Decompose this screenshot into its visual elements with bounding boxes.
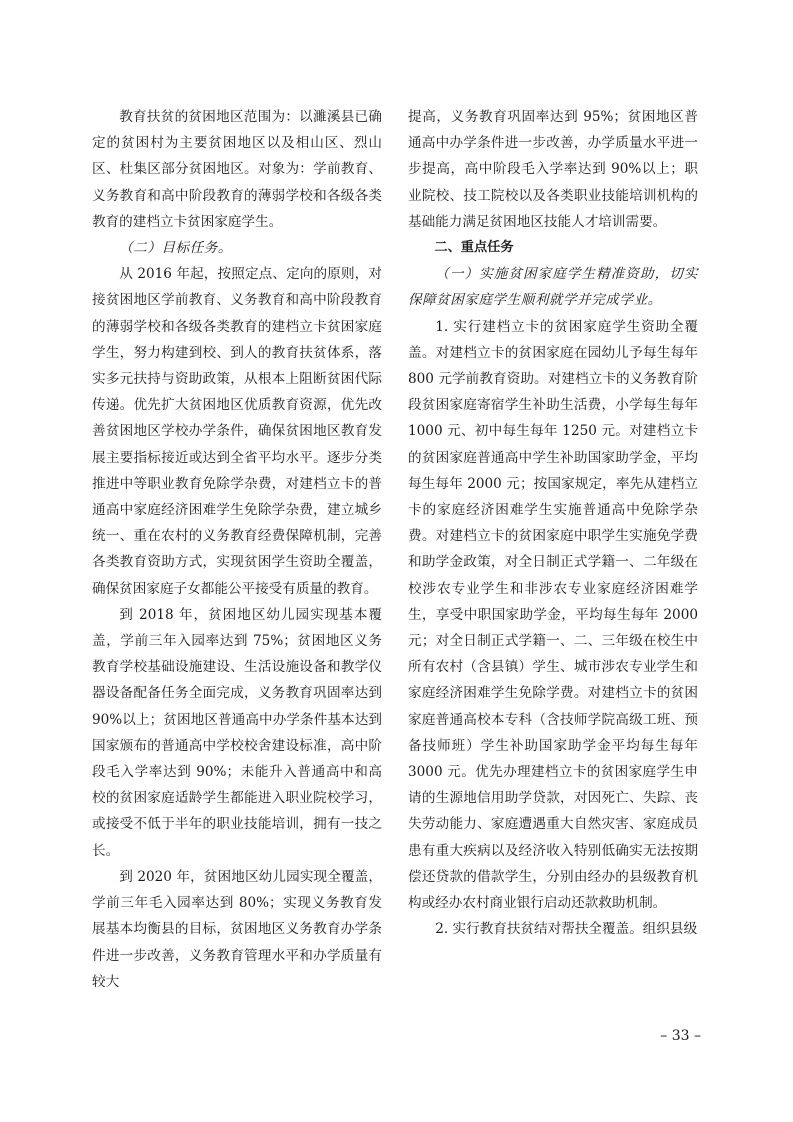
right-column [408, 104, 698, 943]
paragraph-2018-goals: 到 2018 年，贫困地区幼儿园实现基本覆盖，学前三年入园率达到 75%；贫困地区义务教育学校基础设施建设、生活设施设备和教学仪器设备配备任务全面完成，义务教育巩固率达到 90%以上；贫困地区普通高中办学条件基本达到国家颁布的普通高中学校校舍建设标准，高中阶段毛入学率达到 90%；未能升入普通高中和高校的贫困家庭适龄学生都能进入职业院校学习，或接受不低于半年的职业技能培训，拥有一技之长。 [92, 606, 382, 859]
paragraph-2020-goals: 到 2020 年，贫困地区幼儿园实现全覆盖，学前三年毛入园率达到 80%；实现义务教育发展基本均衡县的目标，贫困地区义务教育办学条件进一步改善，义务教育管理水平和办学质量有较大 [92, 868, 382, 990]
heading-target-tasks: （二）目标任务。 [119, 240, 232, 257]
paragraph-scope: 教育扶贫的贫困地区范围为：以濉溪县已确定的贫困村为主要贫困地区以及相山区、烈山区、杜集区部分贫困地区。对象为：学前教育、义务教育和高中阶段教育的薄弱学校和各级各类教育的建档立卡贫困家庭学生。 [92, 109, 382, 230]
heading-key-tasks: 二、重点任务 [434, 240, 514, 256]
paragraph-continuation: 提高，义务教育巩固率达到 95%；贫困地区普通高中办学条件进一步改善，办学质量水平进一步提高，高中阶段毛入学率达到 90%以上；职业院校、技工院校以及各类职业技能培训机构的基础能力满足贫困地区技能人才培训需要。 [408, 109, 698, 230]
paragraph-2016-plan: 从 2016 年起，按照定点、定向的原则，对接贫困地区学前教育、义务教育和高中阶段教育的薄弱学校和各级各类教育的建档立卡贫困家庭学生，努力构建到校、到人的教育扶贫体系，落实多元扶持与资助政策，从根本上阻断贫困代际传递。优先扩大贫困地区优质教育资源，优先改善贫困地区学校办学条件，确保贫困地区教育发展主要指标接近或达到全省平均水平。逐步分类推进中等职业教育免除学杂费，对建档立卡的普通高中家庭经济困难学生免除学杂费，建立城乡统一、重在农村的义务教育经费保障机制，完善各类教育资助方式，实现贫困学生资助全覆盖，确保贫困家庭子女都能公平接受有质量的教育。 [92, 266, 382, 597]
paragraph-pairing-support: 2. 实行教育扶贫结对帮扶全覆盖。组织县级 [435, 921, 698, 938]
paragraph-aid-coverage: 1. 实行建档立卡的贫困家庭学生资助全覆盖。对建档立卡的贫困家庭在园幼儿予每生每年 800 元学前教育资助。对建档立卡的义务教育阶段贫困家庭寄宿学生补助生活费，小学每生每年 1000 元、初中每生每年 1250 元。对建档立卡的贫困家庭普通高中学生补助国家助学金，平均每生每年 2000 元；按国家规定，率先从建档立卡的家庭经济困难学生实施普通高中免除学杂费。对建档立卡的贫困家庭中职学生实施免学费和助学金政策，对全日制正式学籍一、二年级在校涉农专业学生和非涉农专业家庭经济困难学生，享受中职国家助学金，平均每生每年 2000 元；对全日制正式学籍一、二、三年级在校生中所有农村（含县镇）学生、城市涉农专业学生和家庭经济困难学生免除学费。对建档立卡的贫困家庭普通高校本专科（含技师学院高级工班、预备技师班）学生补助国家助学金平均每生每年 3000 元。优先办理建档立卡的贫困家庭学生申请的生源地信用助学贷款，对因死亡、失踪、丧失劳动能力、家庭遭遇重大自然灾害、家庭成员患有重大疾病以及经济收入特别低确实无法按期偿还贷款的借款学生，分别由经办的县级教育机构或经办农村商业银行启动还款救助机制。 [408, 318, 698, 912]
heading-precise-aid: （一）实施贫困家庭学生精准资助，切实保障贫困家庭学生顺利就学并完成学业。 [408, 266, 698, 309]
page-number: – 33 – [660, 1028, 701, 1044]
left-column [92, 104, 382, 995]
